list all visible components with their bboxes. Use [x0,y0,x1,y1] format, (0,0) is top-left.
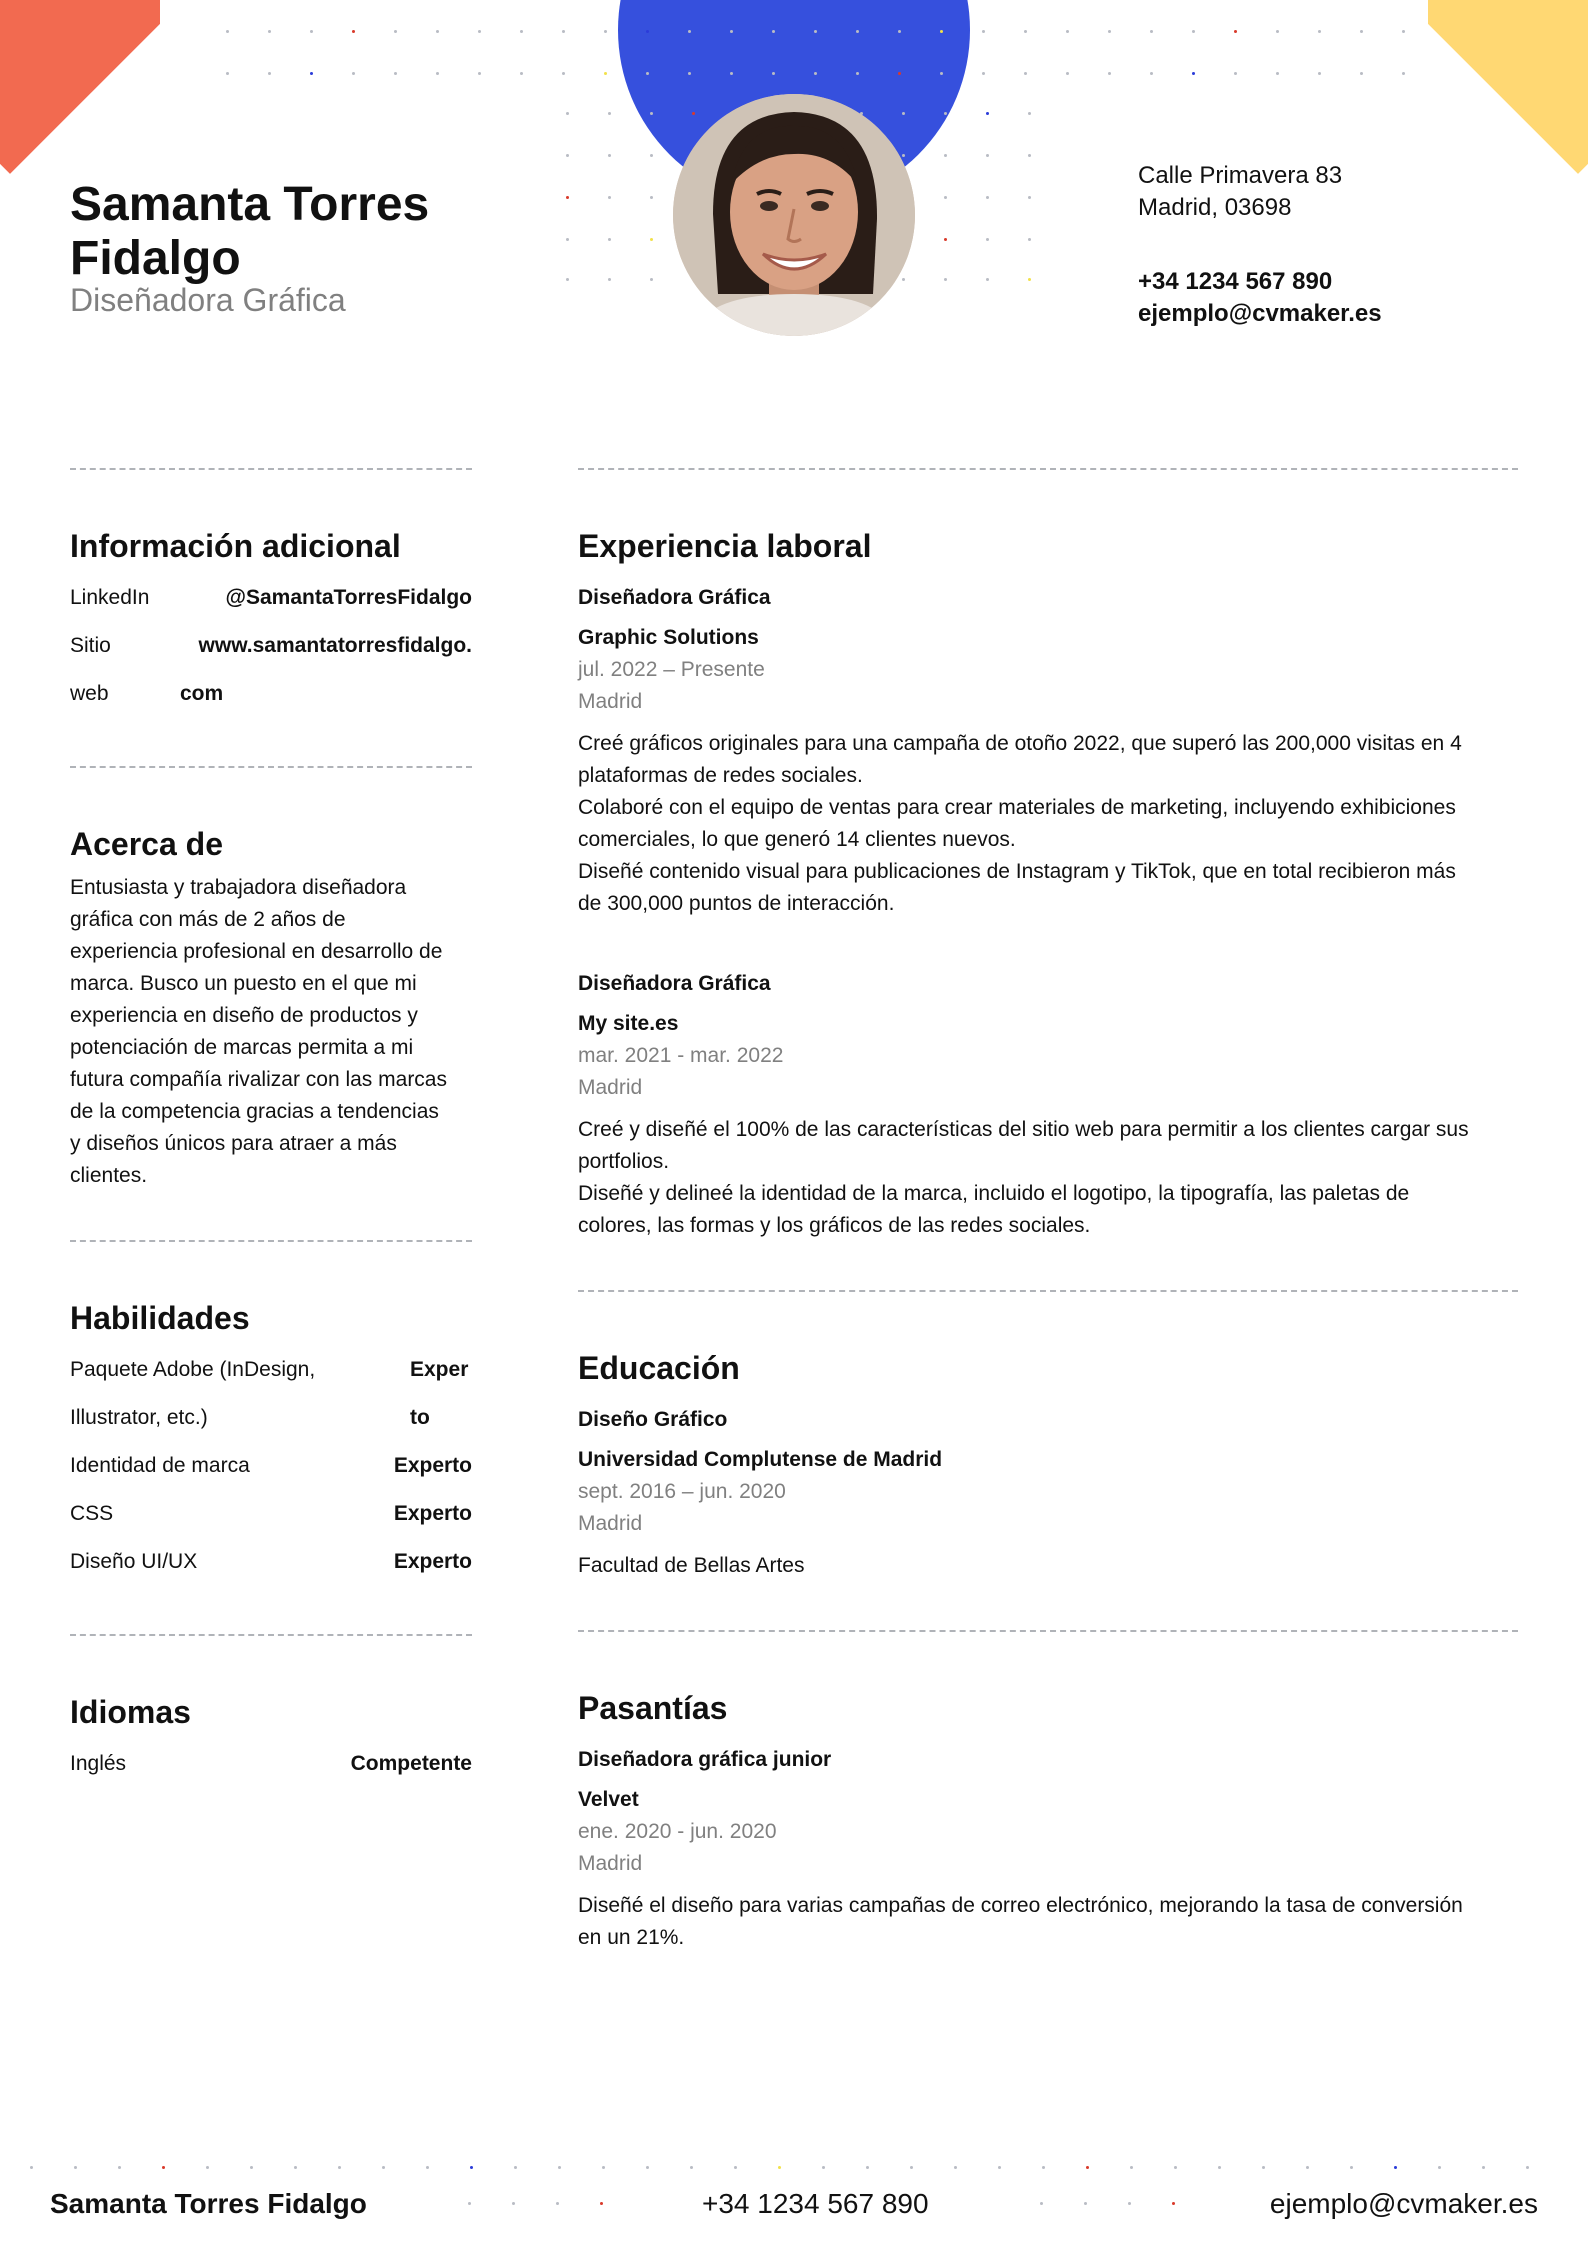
decorative-dot [394,30,397,33]
divider [70,1634,472,1636]
skill-level: to [410,1406,430,1429]
job-description-line: colores, las formas y los gráficos de las redes sociales. [578,1214,1091,1237]
section-title-experience: Experiencia laboral [578,528,872,564]
divider [70,468,472,470]
decorative-dot [986,154,989,157]
about-line: gráfica con más de 2 años de [70,908,346,931]
job-location: Madrid [578,690,643,713]
info-label-site-2: web [70,682,109,705]
divider [578,1290,1518,1292]
decorative-dot [118,2166,121,2169]
about-line: experiencia profesional en desarrollo de [70,940,443,963]
decorative-dot [1084,2202,1087,2205]
divider [578,1630,1518,1632]
decorative-dot [1150,30,1153,33]
decorative-dot [566,238,569,241]
about-line: futura compañía rivalizar con las marcas [70,1068,447,1091]
decorative-dot [556,2202,559,2205]
decorative-dot [566,196,569,199]
decorative-dot [470,2166,473,2169]
decorative-dot [1350,2166,1353,2169]
decorative-dot [436,30,439,33]
decorative-dot [478,72,481,75]
decorative-dot [512,2202,515,2205]
decorative-dot [910,2166,913,2169]
decorative-dot [608,196,611,199]
divider [70,1240,472,1242]
decorative-dot [688,30,691,33]
decorative-dot [944,278,947,281]
info-value-site-2[interactable]: com [180,682,224,705]
decorative-dot [394,72,397,75]
decorative-dot [940,72,943,75]
internship-dates: ene. 2020 - jun. 2020 [578,1820,777,1843]
decorative-dot [352,72,355,75]
decorative-dot [226,72,229,75]
job-location: Madrid [578,1076,643,1099]
decorative-dot [600,2202,603,2205]
decorative-dot [1306,2166,1309,2169]
info-label-site-1: Sitio [70,634,111,657]
skill-level: Experto [393,1550,472,1573]
internship-role: Diseñadora gráfica junior [578,1748,832,1771]
decorative-dot [602,2166,605,2169]
decorative-dot [1024,30,1027,33]
job-role: Diseñadora Gráfica [578,586,771,609]
decorative-dot [338,2166,341,2169]
contact-phone: +34 1234 567 890 [1138,268,1333,295]
decorative-dot [730,72,733,75]
contact-email[interactable]: ejemplo@cvmaker.es [1138,300,1382,327]
decorative-dot [690,2166,693,2169]
address-line2: Madrid, 03698 [1138,194,1292,221]
decorative-dot [1234,30,1237,33]
decorative-dot [604,30,607,33]
decorative-dot [1218,2166,1221,2169]
education-dates: sept. 2016 – jun. 2020 [578,1480,786,1503]
decorative-dot [814,30,817,33]
decorative-dot [986,196,989,199]
decorative-dot [1360,72,1363,75]
decorative-dot [310,30,313,33]
decorative-dot [1482,2166,1485,2169]
about-line: experiencia en diseño de productos y [70,1004,418,1027]
decorative-dot [1526,2166,1529,2169]
skill-label: CSS [70,1502,114,1525]
language-level: Competente [350,1752,472,1775]
decorative-dot [986,238,989,241]
job-description [578,1114,1518,1242]
decorative-dot [608,154,611,157]
skill-label: Illustrator, etc.) [70,1406,208,1429]
profile-photo [673,94,915,336]
decorative-dot [982,72,985,75]
decorative-dot [1262,2166,1265,2169]
education-note: Facultad de Bellas Artes [578,1554,805,1577]
decorative-dot [1150,72,1153,75]
decorative-dot [1402,30,1405,33]
decorative-dot [1040,2202,1043,2205]
info-value-site-1[interactable]: www.samantatorresfidalgo. [198,634,472,657]
section-title-languages: Idiomas [70,1694,191,1730]
decorative-dot [1028,154,1031,157]
job-description-line: Creé gráficos originales para una campaña de otoño 2022, que superó las 200,000 visitas en 4 [578,732,1462,755]
decorative-dot [944,154,947,157]
decorative-dot [940,30,943,33]
about-line: y diseños únicos para atraer a más [70,1132,397,1155]
decorative-dot [352,30,355,33]
decorative-dot [436,72,439,75]
decorative-dot [954,2166,957,2169]
skill-label: Identidad de marca [70,1454,250,1477]
decorative-dot [1172,2202,1175,2205]
decorative-dot [822,2166,825,2169]
footer-phone: +34 1234 567 890 [702,2188,929,2219]
job-company: My site.es [578,1012,679,1035]
decorative-dot [74,2166,77,2169]
footer-email[interactable]: ejemplo@cvmaker.es [1269,2188,1538,2219]
section-title-internships: Pasantías [578,1690,728,1726]
decorative-dot [856,30,859,33]
about-line: marca. Busco un puesto en el que mi [70,972,417,995]
decorative-dot [162,2166,165,2169]
decorative-dot [566,154,569,157]
about-line: potenciación de marcas permita a mi [70,1036,414,1059]
decorative-dot [206,2166,209,2169]
decorative-dot [294,2166,297,2169]
decorative-dot [250,2166,253,2169]
decorative-dot [478,30,481,33]
skill-level: Exper [410,1358,469,1381]
decorative-dot [468,2202,471,2205]
decorative-dot [944,238,947,241]
footer-name: Samanta Torres Fidalgo [50,2188,367,2219]
decorative-dot [986,112,989,115]
decorative-dot [730,30,733,33]
decorative-dot [1276,30,1279,33]
job-description-line: Creé y diseñé el 100% de las características del sitio web para permitir a los clientes cargar sus [578,1118,1469,1141]
decorative-dot [520,72,523,75]
decorative-dot [558,2166,561,2169]
decorative-dot [1192,72,1195,75]
decorative-dot [856,72,859,75]
decorative-dot [310,72,313,75]
decorative-dot [650,196,653,199]
job-description-line: portfolios. [578,1150,670,1173]
education-degree: Diseño Gráfico [578,1408,728,1431]
about-line: clientes. [70,1164,148,1187]
internship-description-line: en un 21%. [578,1926,685,1949]
address-line1: Calle Primavera 83 [1138,162,1343,189]
decorative-dot [382,2166,385,2169]
candidate-name-line2: Fidalgo [70,232,241,285]
decorative-dot [608,112,611,115]
decorative-dot [1028,278,1031,281]
decorative-dot [566,112,569,115]
decorative-dot [692,112,695,115]
decorative-dot [514,2166,517,2169]
skill-level: Experto [393,1454,472,1477]
skill-label: Paquete Adobe (InDesign, [70,1358,316,1381]
about-line: Entusiasta y trabajadora diseñadora [70,876,407,899]
info-value-linkedin[interactable]: @SamantaTorresFidalgo [225,586,472,609]
job-description-line: plataformas de redes sociales. [578,764,863,787]
job-description-line: de 300,000 puntos de interacción. [578,892,895,915]
decorative-dot [562,30,565,33]
decorative-dot [646,30,649,33]
decorative-dot [1318,30,1321,33]
decorative-dot [1192,30,1195,33]
decorative-dot [778,2166,781,2169]
internship-company: Velvet [578,1788,639,1811]
decorative-dot [898,72,901,75]
decorative-dot [814,72,817,75]
job-company: Graphic Solutions [578,626,759,649]
candidate-name [70,178,429,286]
decorative-dot [604,72,607,75]
decorative-dot [1028,238,1031,241]
skill-level: Experto [393,1502,472,1525]
decorative-dot [1318,72,1321,75]
divider [70,766,472,768]
decorative-dot [1438,2166,1441,2169]
decorative-dot [944,196,947,199]
job-dates: mar. 2021 - mar. 2022 [578,1044,784,1067]
section-title-about: Acerca de [70,826,223,862]
decorative-dot [1108,72,1111,75]
decorative-dot [902,154,905,157]
decorative-dot [902,112,905,115]
candidate-name-line1: Samanta Torres [70,178,430,231]
section-title-skills: Habilidades [70,1300,250,1336]
job-dates: jul. 2022 – Presente [578,658,765,681]
decorative-dot [1042,2166,1045,2169]
job-description-line: Diseñé contenido visual para publicaciones de Instagram y TikTok, que en total recibieron más [578,860,1456,883]
decorative-dot [1130,2166,1133,2169]
decorative-dot [1174,2166,1177,2169]
section-title-info: Información adicional [70,528,401,564]
internship-description-line: Diseñé el diseño para varias campañas de correo electrónico, mejorando la tasa de conversión [578,1894,1463,1917]
about-line: de la competencia gracias a tendencias [70,1100,439,1123]
decorative-dot [1108,30,1111,33]
decorative-dot [1066,30,1069,33]
internship-location: Madrid [578,1852,643,1875]
decorative-dot [562,72,565,75]
contact-block [1138,160,1382,330]
decorative-dot [520,30,523,33]
decorative-dot [982,30,985,33]
job-description-line: comerciales, lo que generó 14 clientes nuevos. [578,828,1016,851]
decorative-dot [898,30,901,33]
decorative-dot [1024,72,1027,75]
decorative-dot [1276,72,1279,75]
job-role: Diseñadora Gráfica [578,972,771,995]
decorative-dot [268,72,271,75]
decorative-dot [734,2166,737,2169]
decorative-dot [688,72,691,75]
decorative-dot [268,30,271,33]
decorative-dot [650,238,653,241]
decorative-dot [426,2166,429,2169]
decorative-dot [944,112,947,115]
candidate-job-title: Diseñadora Gráfica [70,282,346,318]
decorative-dot [1128,2202,1131,2205]
job-description-line: Diseñé y delineé la identidad de la marca, incluido el logotipo, la tipografía, las paletas de [578,1182,1410,1205]
about-text [70,872,472,1192]
info-label-linkedin: LinkedIn [70,586,150,609]
decorative-dot [998,2166,1001,2169]
decorative-dot [1028,196,1031,199]
decorative-dot [866,2166,869,2169]
decorative-dot [226,30,229,33]
decorative-dot [986,278,989,281]
language-label: Inglés [70,1752,127,1775]
decorative-dot [650,154,653,157]
decorative-dot [650,278,653,281]
education-location: Madrid [578,1512,643,1535]
portrait-illustration [673,94,915,336]
decorative-dot [566,278,569,281]
education-school: Universidad Complutense de Madrid [578,1448,943,1471]
job-description-line: Colaboré con el equipo de ventas para crear materiales de marketing, incluyendo exhibiciones [578,796,1456,819]
skill-label: Diseño UI/UX [70,1550,198,1573]
decorative-dot [30,2166,33,2169]
decorative-dot [1234,72,1237,75]
decorative-dot [1402,72,1405,75]
job-description [578,728,1518,920]
decorative-dot [1066,72,1069,75]
decorative-dot [1086,2166,1089,2169]
decorative-dot [650,112,653,115]
decorative-dot [772,72,775,75]
decorative-dot [1028,112,1031,115]
decorative-dot [608,238,611,241]
decorative-dot [646,2166,649,2169]
decorative-dot [1394,2166,1397,2169]
divider [578,468,1518,470]
decorative-dot [1360,30,1363,33]
decorative-dot [902,278,905,281]
internship-description [578,1890,1518,1954]
section-title-education: Educación [578,1350,740,1386]
decorative-dot [646,72,649,75]
decorative-dot [772,30,775,33]
decorative-dot [608,278,611,281]
